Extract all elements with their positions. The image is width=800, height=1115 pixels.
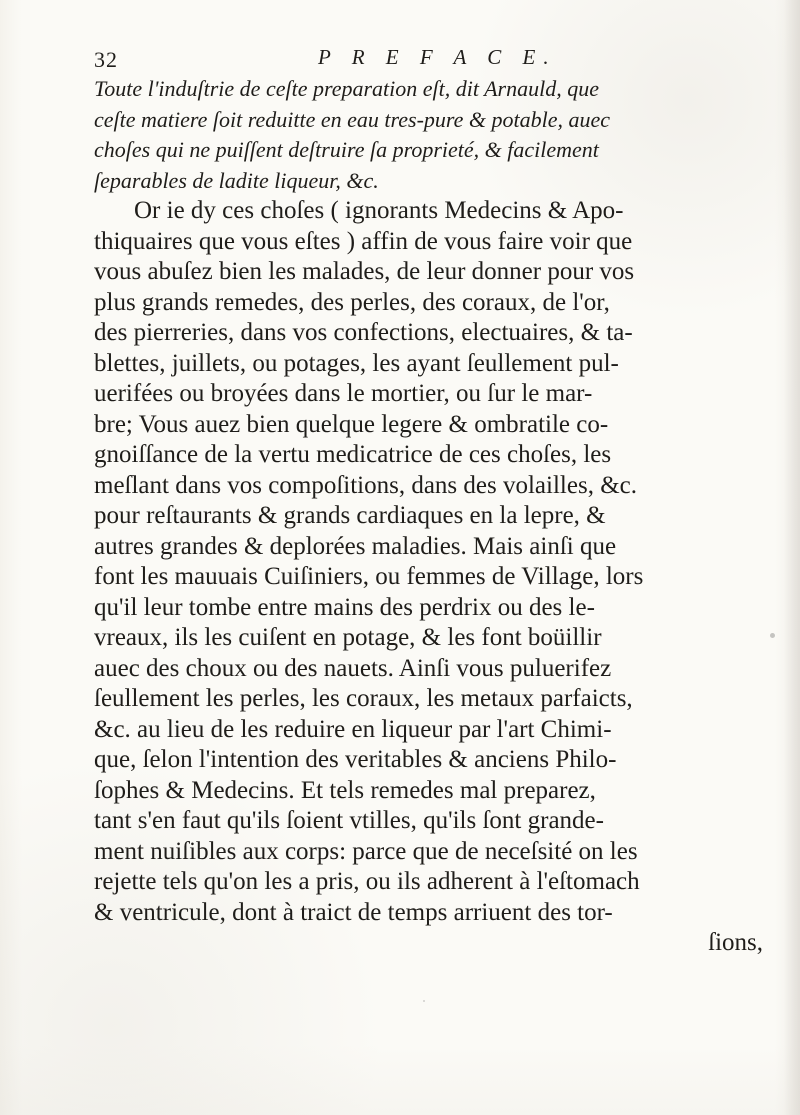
running-head: P R E F A C E. bbox=[318, 45, 557, 69]
text-line: Toute l'induſtrie de ceſte preparation eſt, dit Arnauld, que bbox=[94, 76, 599, 101]
text-line: ſophes & Medecins. Et tels remedes mal preparez, bbox=[94, 776, 596, 804]
text-line: blettes, juillets, ou potages, les ayant ſeullement pul- bbox=[94, 349, 619, 377]
text-line: auec des choux ou des nauets. Ainſi vous puluerifez bbox=[94, 654, 612, 682]
text-line: qu'il leur tombe entre mains des perdrix ou des le- bbox=[94, 593, 595, 621]
text-line: bre; Vous auez bien quelque legere & ombratile co- bbox=[94, 410, 609, 438]
text-line: &c. au lieu de les reduire en liqueur par l'art Chimi- bbox=[94, 715, 612, 743]
text-line: autres grandes & deplorées maladies. Mais ainſi que bbox=[94, 532, 617, 560]
text-line: gnoiſſance de la vertu medicatrice de ces choſes, les bbox=[94, 441, 612, 468]
text-line: meſlant dans vos compoſitions, dans des volailles, &c. bbox=[94, 471, 637, 499]
text-line: choſes qui ne puiſſent deſtruire ſa proprieté, & facilement bbox=[94, 137, 599, 162]
text-line: pour reſtaurants & grands cardiaques en la lepre, & bbox=[94, 502, 606, 529]
text-line: ment nuiſibles aux corps: parce que de neceſsité on les bbox=[94, 837, 638, 865]
text-line: & ventricule, dont à traict de temps arriuent des tor- bbox=[94, 898, 613, 926]
text-line: que, ſelon l'intention des veritables & anciens Philo- bbox=[94, 746, 617, 773]
text-line: ceſte matiere ſoit reduitte en eau tres-pure & potable, auec bbox=[94, 106, 611, 132]
text-line: Or ie dy ces choſes ( ignorants Medecins & Apo- bbox=[134, 197, 624, 224]
text-line: uerifées ou broyées dans le mortier, ou ſur le mar- bbox=[94, 380, 593, 407]
text-line: tant s'en faut qu'ils ſoient vtilles, qu'ils ſont grande- bbox=[94, 807, 604, 834]
text-line: vreaux, ils les cuiſent en potage, & les font boüillir bbox=[94, 624, 602, 651]
page-edge-shadow bbox=[784, 0, 800, 1115]
text-line: ſeparables de ladite liqueur, &c. bbox=[94, 167, 379, 193]
paper-tone-bottom bbox=[0, 1045, 800, 1115]
page-number: 32 bbox=[94, 47, 118, 72]
text-line: thiquaires que vous eſtes ) affin de vous faire voir que bbox=[94, 227, 633, 255]
body-text bbox=[94, 74, 767, 959]
ink-spot bbox=[770, 633, 775, 638]
text-line: vous abuſez bien les malades, de leur donner pour vos bbox=[94, 258, 635, 285]
text-line: des pierreries, dans vos confections, electuaires, & ta- bbox=[94, 319, 633, 346]
text-line: font les mauuais Cuiſiniers, ou femmes de Village, lors bbox=[94, 563, 644, 590]
text-line: rejette tels qu'on les a pris, ou ils adherent à l'eſtomach bbox=[94, 868, 640, 895]
text-line: plus grands remedes, des perles, des coraux, de l'or, bbox=[94, 288, 610, 316]
catchword-line: ſions, bbox=[708, 929, 763, 956]
text-line: ſeullement les perles, les coraux, les metaux parfaicts, bbox=[94, 685, 633, 712]
page-header bbox=[94, 45, 734, 75]
ink-speck bbox=[423, 1000, 425, 1002]
